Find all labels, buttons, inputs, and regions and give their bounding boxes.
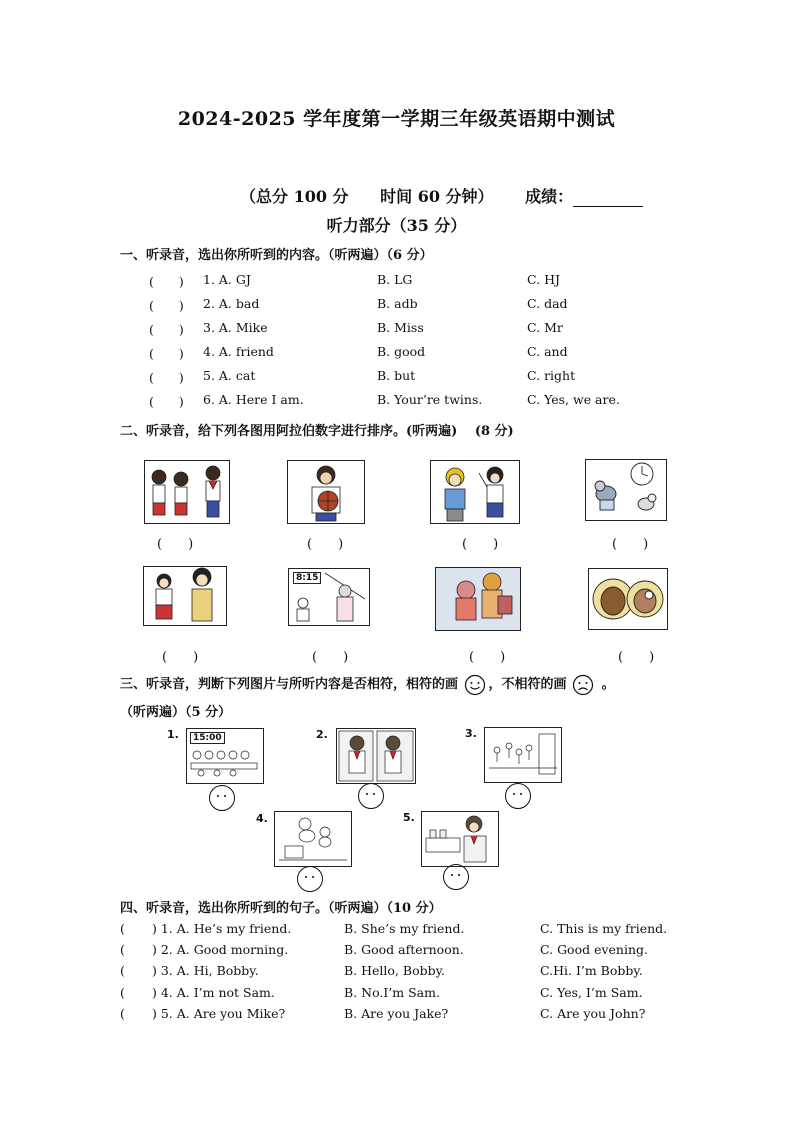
option-b: B. Good afternoon. xyxy=(344,942,464,957)
option-a: 4. A. friend xyxy=(203,344,274,359)
option-a: 6. A. Here I am. xyxy=(203,392,304,407)
option-a: ) 5. A. Are you Mike? xyxy=(152,1006,286,1021)
option-a: 5. A. cat xyxy=(203,368,256,383)
answer-face-icon[interactable] xyxy=(297,866,323,892)
option-b: B. She’s my friend. xyxy=(344,921,465,936)
answer-face-icon[interactable] xyxy=(209,785,235,811)
answer-paren[interactable]: ( ) xyxy=(149,298,184,313)
section3-heading-mid: ，不相符的画 xyxy=(488,677,567,692)
answer-face-icon[interactable] xyxy=(505,783,531,809)
picture-clock-815 xyxy=(288,568,370,626)
answer-paren[interactable]: ( ) xyxy=(162,650,199,665)
option-a: 1. A. GJ xyxy=(203,272,251,287)
answer-paren-open[interactable]: ( xyxy=(120,1006,125,1021)
picture-boy-desk xyxy=(421,811,499,867)
answer-paren-open[interactable]: ( xyxy=(120,963,125,978)
picture-boy-girl-waving xyxy=(430,460,520,524)
option-c: C. Are you John? xyxy=(540,1006,646,1021)
option-c: C. Yes, we are. xyxy=(527,392,620,407)
option-a: 3. A. Mike xyxy=(203,320,268,335)
option-c: C. Good evening. xyxy=(540,942,649,957)
picture-classroom-1500 xyxy=(186,728,264,784)
picture-playground xyxy=(484,727,562,783)
answer-paren[interactable]: ( ) xyxy=(462,537,499,552)
picture-two-boys xyxy=(336,728,416,784)
option-b: B. Miss xyxy=(377,320,424,335)
answer-paren[interactable]: ( ) xyxy=(149,322,184,337)
time-limit: 时间 60 分钟） xyxy=(380,187,494,206)
option-b: B. No.I’m Sam. xyxy=(344,985,440,1000)
option-b: B. Hello, Bobby. xyxy=(344,963,445,978)
picture-girl-teacher xyxy=(143,566,227,626)
answer-face-icon[interactable] xyxy=(358,783,384,809)
option-b: B. good xyxy=(377,344,426,359)
answer-paren[interactable]: ( ) xyxy=(618,650,655,665)
picture-boy-basketball xyxy=(287,460,365,524)
answer-paren-open[interactable]: ( xyxy=(120,985,125,1000)
option-c: C. Yes, I’m Sam. xyxy=(540,985,643,1000)
picture-mouse-clock xyxy=(585,459,667,521)
section3-heading-text: 三、听录音，判断下列图片与所听内容是否相符，相符的画 xyxy=(120,677,459,692)
listening-title: 听力部分（35 分） xyxy=(326,216,467,235)
answer-paren[interactable]: ( ) xyxy=(612,537,649,552)
answer-paren[interactable]: ( ) xyxy=(469,650,506,665)
picture-three-kids xyxy=(144,460,230,524)
option-c: C. Mr xyxy=(527,320,563,335)
answer-paren-open[interactable]: ( xyxy=(120,942,125,957)
score-blank[interactable] xyxy=(573,190,643,207)
option-b: B. adb xyxy=(377,296,418,311)
option-a: ) 1. A. He’s my friend. xyxy=(152,921,292,936)
option-b: B. Are you Jake? xyxy=(344,1006,449,1021)
option-c: C. and xyxy=(527,344,568,359)
section3-heading2: （听两遍）（5 分） xyxy=(120,705,232,720)
exam-meta xyxy=(240,184,669,207)
picture-label: 1. xyxy=(167,728,179,741)
option-b: B. but xyxy=(377,368,416,383)
option-c: C. dad xyxy=(527,296,568,311)
option-b: B. LG xyxy=(377,272,413,287)
option-c: C. This is my friend. xyxy=(540,921,668,936)
answer-paren[interactable]: ( ) xyxy=(149,346,184,361)
answer-face-icon[interactable] xyxy=(443,864,469,890)
option-c: C. right xyxy=(527,368,576,383)
picture-label: 4. xyxy=(256,812,268,825)
option-a: 2. A. bad xyxy=(203,296,260,311)
section3-heading-end: 。 xyxy=(601,677,615,692)
page-title: 2024-2025 学年度第一学期三年级英语期中测试 xyxy=(177,108,616,130)
picture-cartoon-animals xyxy=(435,567,521,631)
picture-dog-mouse xyxy=(588,568,668,630)
option-a: ) 2. A. Good morning. xyxy=(152,942,289,957)
answer-paren[interactable]: ( ) xyxy=(149,394,184,409)
section1-heading: 一、听录音，选出你所听到的内容。（听两遍）（6 分） xyxy=(120,248,433,263)
answer-paren[interactable]: ( ) xyxy=(157,537,194,552)
answer-paren[interactable]: ( ) xyxy=(307,537,344,552)
picture-label: 2. xyxy=(316,728,328,741)
answer-paren[interactable]: ( ) xyxy=(149,274,184,289)
answer-paren[interactable]: ( ) xyxy=(312,650,349,665)
clock-display: 15:00 xyxy=(190,732,225,744)
section2-heading: 二、听录音，给下列各图用阿拉伯数字进行排序。(听两遍) (8 分) xyxy=(120,424,514,439)
smile-face-icon xyxy=(463,674,489,696)
option-b: B. Your’re twins. xyxy=(377,392,483,407)
picture-mice xyxy=(274,811,352,867)
total-score: （总分 100 分 xyxy=(240,187,349,206)
picture-label: 5. xyxy=(403,811,415,824)
section3-heading xyxy=(120,673,615,696)
option-a: ) 4. A. I’m not Sam. xyxy=(152,985,275,1000)
answer-paren[interactable]: ( ) xyxy=(149,370,184,385)
sad-face-icon xyxy=(571,674,597,696)
option-c: C.Hi. I’m Bobby. xyxy=(540,963,643,978)
picture-label: 3. xyxy=(465,727,477,740)
option-c: C. HJ xyxy=(527,272,560,287)
clock-display: 8:15 xyxy=(293,572,321,584)
section4-heading: 四、听录音，选出你所听到的句子。（听两遍）（10 分） xyxy=(120,901,442,916)
option-a: ) 3. A. Hi, Bobby. xyxy=(152,963,259,978)
answer-paren-open[interactable]: ( xyxy=(120,921,125,936)
score-label: 成绩： xyxy=(525,187,574,206)
